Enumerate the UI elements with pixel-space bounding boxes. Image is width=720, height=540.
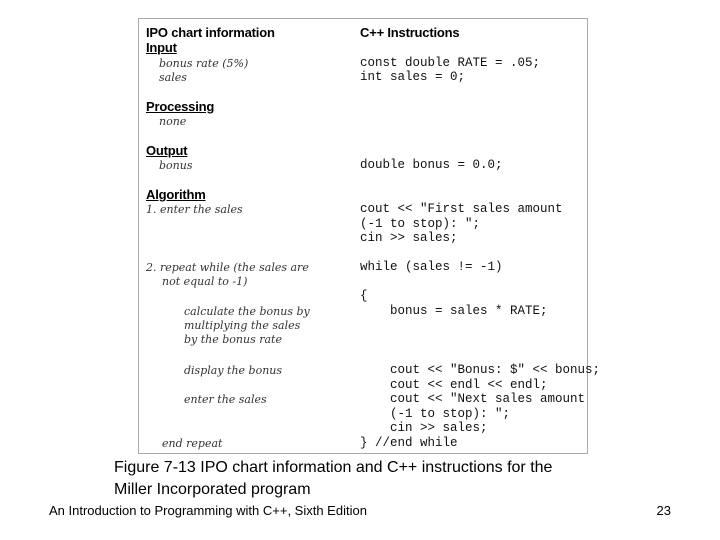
- figure-caption: [114, 457, 634, 501]
- page-number: 23: [656, 503, 671, 518]
- sub-step-calc-line-2: multiplying the sales: [184, 319, 301, 332]
- ipo-chart-header: IPO chart information: [146, 25, 275, 40]
- processing-item: none: [159, 115, 187, 128]
- cpp-instructions-column: [360, 19, 601, 453]
- ipo-chart-figure: [138, 18, 601, 454]
- code-line: cin >> sales;: [360, 231, 458, 245]
- input-heading: Input: [146, 40, 177, 55]
- code-line: int sales = 0;: [360, 70, 466, 84]
- sub-step-calc-line-3: by the bonus rate: [184, 333, 282, 346]
- code-line: cin >> sales;: [360, 421, 488, 435]
- sub-step-calc-line-1: calculate the bonus by: [184, 305, 310, 318]
- output-heading: Output: [146, 143, 188, 158]
- code-line: while (sales != -1): [360, 260, 503, 274]
- code-line: (-1 to stop): ";: [360, 217, 481, 231]
- algorithm-heading: Algorithm: [146, 187, 206, 202]
- input-item-sales: sales: [159, 71, 187, 84]
- input-item-bonus-rate: bonus rate (5%): [159, 57, 249, 70]
- caption-line-2: Miller Incorporated program: [114, 481, 311, 498]
- code-line: cout << endl << endl;: [360, 378, 548, 392]
- book-title-footer: An Introduction to Programming with C++, Sixth Edition: [49, 503, 367, 518]
- code-line: double bonus = 0.0;: [360, 158, 503, 172]
- sub-step-enter: enter the sales: [184, 393, 267, 406]
- end-repeat: end repeat: [162, 437, 223, 450]
- sub-step-display: display the bonus: [184, 364, 283, 377]
- code-line: const double RATE = .05;: [360, 56, 541, 70]
- code-line: cout << "Bonus: $" << bonus;: [360, 363, 601, 377]
- processing-heading: Processing: [146, 99, 215, 114]
- algorithm-step-2-line-2: not equal to -1): [162, 275, 248, 288]
- caption-line-1: Figure 7-13 IPO chart information and C++ instructions for the: [114, 459, 553, 476]
- code-line: {: [360, 289, 368, 303]
- code-line: } //end while: [360, 436, 458, 450]
- algorithm-step-1: 1. enter the sales: [146, 203, 243, 216]
- code-line: (-1 to stop): ";: [360, 407, 511, 421]
- code-line: cout << "Next sales amount: [360, 392, 586, 406]
- output-item-bonus: bonus: [159, 159, 193, 172]
- ipo-chart-column: [146, 19, 351, 453]
- algorithm-step-2-line-1: 2. repeat while (the sales are: [146, 261, 309, 274]
- code-line: cout << "First sales amount: [360, 202, 563, 216]
- code-line: bonus = sales * RATE;: [360, 304, 548, 318]
- cpp-instructions-header: C++ Instructions: [360, 25, 460, 40]
